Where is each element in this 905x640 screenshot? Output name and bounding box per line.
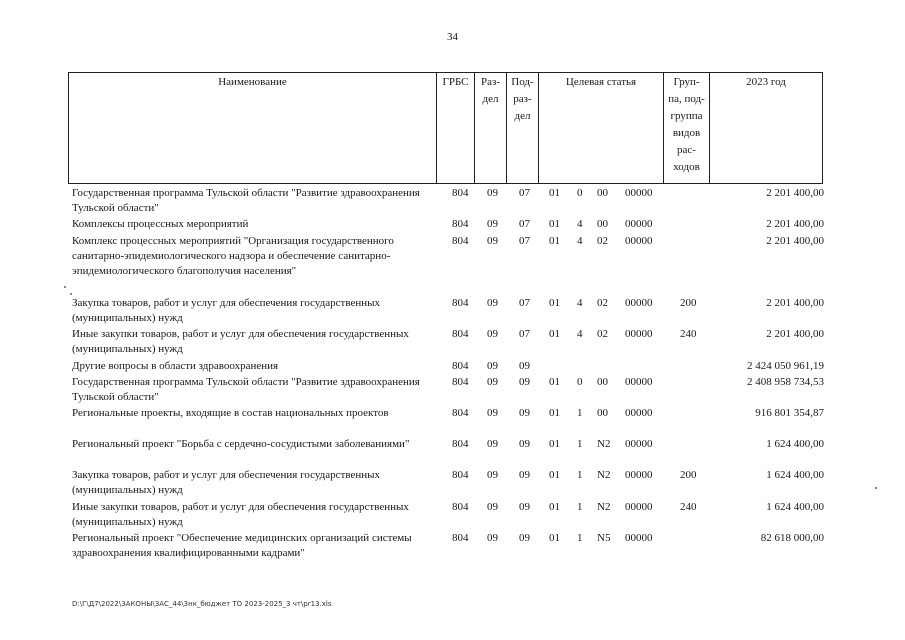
row-c3: 02	[597, 235, 608, 247]
row-c1: 01	[549, 501, 560, 513]
row-pr: 09	[519, 532, 530, 544]
page-number: 34	[447, 31, 458, 43]
scan-mark	[64, 286, 66, 288]
scan-mark	[875, 487, 877, 489]
row-pr: 09	[519, 501, 530, 513]
row-rz: 09	[487, 407, 498, 419]
row-vr: 200	[680, 297, 697, 309]
row-rz: 09	[487, 376, 498, 388]
row-pr: 07	[519, 218, 530, 230]
row-name: Иные закупки товаров, работ и услуг для обеспечения государственных (муниципальных) нужд	[72, 501, 409, 528]
row-name: Иные закупки товаров, работ и услуг для обеспечения государственных (муниципальных) нужд	[72, 328, 409, 355]
row-rz: 09	[487, 469, 498, 481]
row-c1: 01	[549, 187, 560, 199]
row-amount: 1 624 400,00	[766, 501, 824, 513]
row-c4: 00000	[625, 235, 653, 247]
row-name: Региональный проект "Обеспечение медицинских организаций системы здравоохранения квалифицированными кадрами"	[72, 532, 412, 559]
row-name: Государственная программа Тульской области "Развитие здравоохранения Тульской области"	[72, 376, 420, 403]
row-c3: 00	[597, 376, 608, 388]
row-c2: 4	[577, 328, 583, 340]
row-amount: 2 424 050 961,19	[747, 360, 824, 372]
row-rz: 09	[487, 532, 498, 544]
row-amount: 2 201 400,00	[766, 328, 824, 340]
row-name: Закупка товаров, работ и услуг для обеспечения государственных (муниципальных) нужд	[72, 297, 381, 324]
row-c4: 00000	[625, 407, 653, 419]
row-amount: 2 201 400,00	[766, 218, 824, 230]
row-grbs: 804	[452, 235, 469, 247]
row-c4: 00000	[625, 328, 653, 340]
row-grbs: 804	[452, 328, 469, 340]
row-amount: 1 624 400,00	[766, 469, 824, 481]
row-c2: 4	[577, 297, 583, 309]
row-rz: 09	[487, 501, 498, 513]
row-grbs: 804	[452, 187, 469, 199]
row-grbs: 804	[452, 501, 469, 513]
row-name: Государственная программа Тульской области "Развитие здравоохранения Тульской области"	[72, 187, 420, 214]
row-pr: 09	[519, 407, 530, 419]
row-grbs: 804	[452, 532, 469, 544]
row-c1: 01	[549, 235, 560, 247]
row-c4: 00000	[625, 438, 653, 450]
row-pr: 09	[519, 376, 530, 388]
row-c1: 01	[549, 532, 560, 544]
row-pr: 07	[519, 328, 530, 340]
row-rz: 09	[487, 218, 498, 230]
row-rz: 09	[487, 187, 498, 199]
row-amount: 2 201 400,00	[766, 187, 824, 199]
row-c4: 00000	[625, 297, 653, 309]
row-c3: N2	[597, 469, 611, 481]
row-c3: 02	[597, 297, 608, 309]
row-c1: 01	[549, 469, 560, 481]
row-c4: 00000	[625, 187, 653, 199]
row-grbs: 804	[452, 469, 469, 481]
row-amount: 2 201 400,00	[766, 235, 824, 247]
row-c4: 00000	[625, 501, 653, 513]
row-c2: 0	[577, 187, 583, 199]
scan-mark	[70, 293, 72, 295]
row-c1: 01	[549, 218, 560, 230]
row-rz: 09	[487, 360, 498, 372]
row-vr: 240	[680, 501, 697, 513]
row-c3: 00	[597, 407, 608, 419]
row-name: Комплексы процессных мероприятий	[72, 218, 249, 230]
row-c3: N5	[597, 532, 611, 544]
header-target: Целевая статья	[539, 73, 664, 183]
row-name: Региональный проект "Борьба с сердечно-сосудистыми заболеваниями"	[72, 438, 410, 450]
row-name: Комплекс процессных мероприятий "Организация государственного санитарно-эпидемиологического надзора и обеспечение санитарно-эпидемиологического благополучия населения"	[72, 235, 394, 277]
row-rz: 09	[487, 328, 498, 340]
row-c3: N2	[597, 438, 611, 450]
header-name: Наименование	[69, 73, 437, 183]
row-c2: 4	[577, 235, 583, 247]
footer-path: D:\Г\Д7\2022\ЗАКОНЫ\ЗАС_44\3нк_бюджет ТО 2023-2025_3 чт\pr13.xls	[72, 600, 332, 608]
row-pr: 07	[519, 187, 530, 199]
row-c1: 01	[549, 328, 560, 340]
row-amount: 916 801 354,87	[755, 407, 824, 419]
header-grbs: ГРБС	[437, 73, 475, 183]
row-vr: 200	[680, 469, 697, 481]
header-group: Груп- па, под- группа видов рас- ходов	[664, 73, 710, 183]
row-c2: 1	[577, 407, 583, 419]
row-pr: 07	[519, 235, 530, 247]
row-c2: 0	[577, 376, 583, 388]
row-grbs: 804	[452, 297, 469, 309]
row-pr: 09	[519, 469, 530, 481]
header-podrazdel: Под- раз- дел	[507, 73, 539, 183]
row-grbs: 804	[452, 218, 469, 230]
row-grbs: 804	[452, 407, 469, 419]
row-amount: 2 408 958 734,53	[747, 376, 824, 388]
row-name: Региональные проекты, входящие в состав национальных проектов	[72, 407, 389, 419]
row-c2: 1	[577, 532, 583, 544]
row-c3: N2	[597, 501, 611, 513]
table-header	[68, 72, 823, 184]
header-razdel: Раз- дел	[475, 73, 507, 183]
row-c3: 02	[597, 328, 608, 340]
row-amount: 82 618 000,00	[760, 532, 824, 544]
row-c2: 4	[577, 218, 583, 230]
row-grbs: 804	[452, 360, 469, 372]
row-pr: 07	[519, 297, 530, 309]
row-pr: 09	[519, 438, 530, 450]
row-amount: 2 201 400,00	[766, 297, 824, 309]
row-amount: 1 624 400,00	[766, 438, 824, 450]
row-c4: 00000	[625, 376, 653, 388]
row-name: Другие вопросы в области здравоохранения	[72, 360, 279, 372]
row-rz: 09	[487, 235, 498, 247]
row-c2: 1	[577, 501, 583, 513]
row-grbs: 804	[452, 438, 469, 450]
row-c3: 00	[597, 218, 608, 230]
row-rz: 09	[487, 297, 498, 309]
row-c4: 00000	[625, 469, 653, 481]
row-c4: 00000	[625, 532, 653, 544]
row-grbs: 804	[452, 376, 469, 388]
row-c1: 01	[549, 376, 560, 388]
row-c3: 00	[597, 187, 608, 199]
row-c1: 01	[549, 438, 560, 450]
row-vr: 240	[680, 328, 697, 340]
row-c2: 1	[577, 469, 583, 481]
row-c1: 01	[549, 407, 560, 419]
header-year: 2023 год	[746, 76, 786, 88]
row-rz: 09	[487, 438, 498, 450]
row-c1: 01	[549, 297, 560, 309]
row-pr: 09	[519, 360, 530, 372]
row-c2: 1	[577, 438, 583, 450]
row-name: Закупка товаров, работ и услуг для обеспечения государственных (муниципальных) нужд	[72, 469, 381, 496]
row-c4: 00000	[625, 218, 653, 230]
